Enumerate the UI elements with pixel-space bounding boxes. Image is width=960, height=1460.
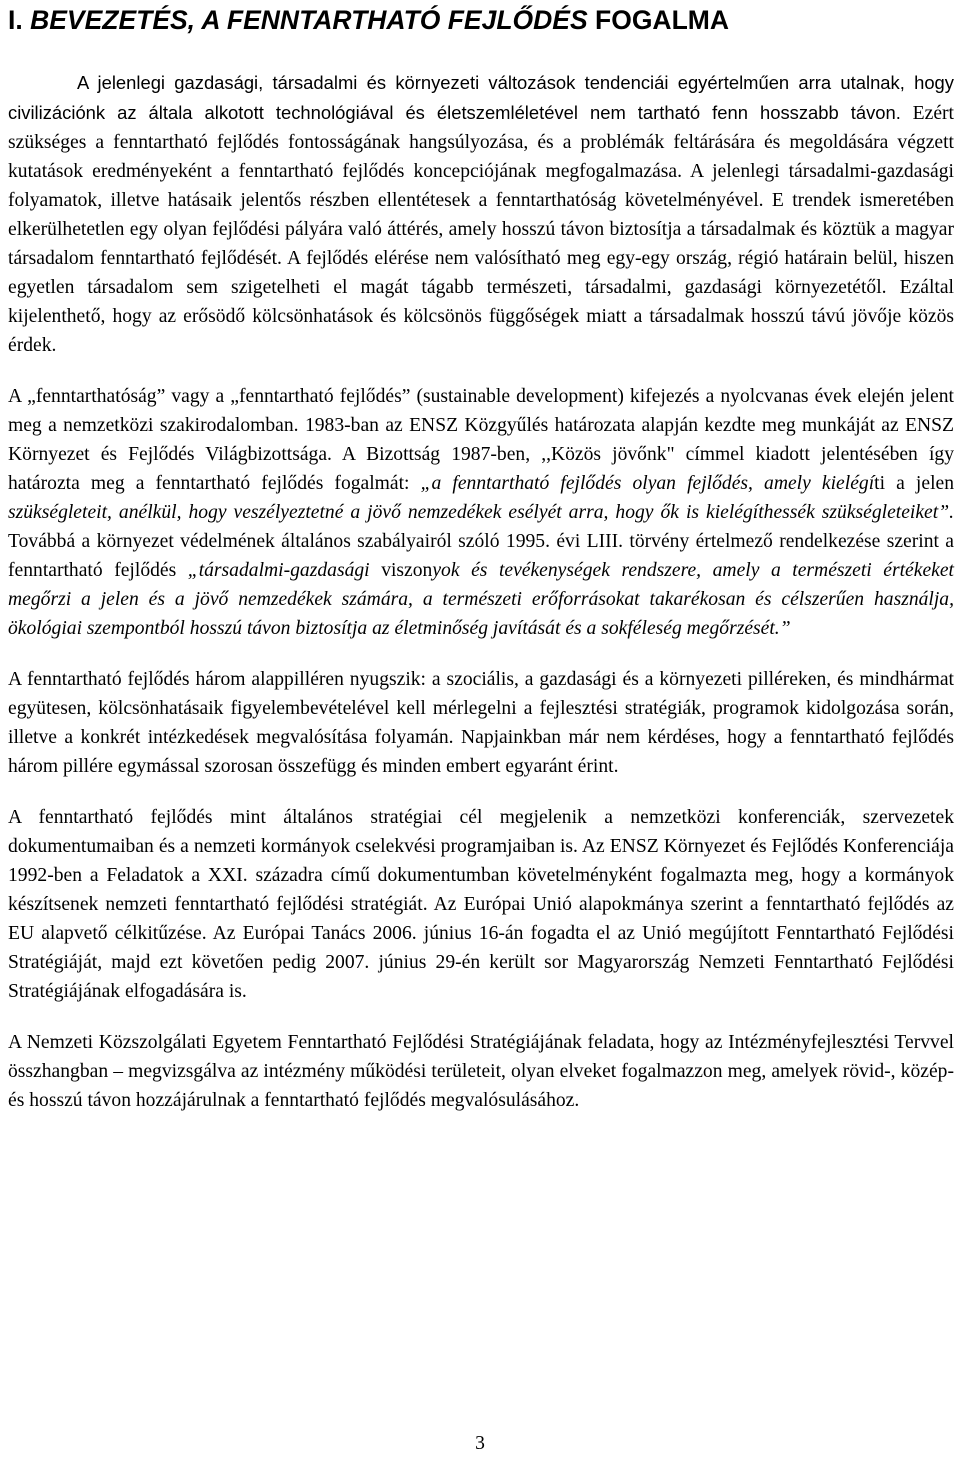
definition-quote-end: szükségleteit, anélkül, hogy veszélyeztetné a jövő nemzedékek esélyét arra, hogy ők is kielégíthessék szükségleteiket”. — [8, 502, 954, 523]
law-reference-text: Továbbá a környezet védelmének általános szabályairól szóló 1995. évi LIII. törvény értelmező rendelkezése szerint a fenntartható fejlődés — [8, 531, 954, 581]
paragraph-intro-sentence-1: A jelenlegi gazdasági, társadalmi és környezeti változások tendenciái egyértelműen arra utalnak, hogy civilizációnk az általa alkotott technológiával és életszemléletével nem tartható fenn hosszabb távon. — [8, 72, 954, 123]
section-heading — [8, 4, 948, 36]
paragraph-intro-rest: Ezért szükséges a fenntartható fejlődés fontosságának hangsúlyozása, és a problémák feltárására és megoldására végzett kutatások eredményeként a fenntartható fejlődés koncepciójának megfogalmazása. A jelenlegi társadalmi-gazdasági folyamatok, illetve hatásaik jelentős részben ellentétesek a fenntarthatóság követelményével. E trendek ismeretében elkerülhetetlen egy olyan fejlődési pályára való áttérés, amely hosszú távon biztosítja a társadalmak és köztük a magyar társadalom fenntartható fejlődését. A fejlődés elérése nem valósítható meg egy-egy ország, régió határain belül, hiszen egyetlen társadalom sem szigetelheti el magát tágabb természeti, társadalmi, gazdasági környezetétől. Ezáltal kijelenthető, hogy az erősödő kölcsönhatások és kölcsönös függőségek miatt a társadalmak hosszú távú jövője közös érdek. — [8, 103, 954, 356]
page-number: 3 — [475, 1433, 485, 1454]
law-quote-start: „társadalmi-gazdasági — [187, 560, 370, 581]
heading-italic-part: BEVEZETÉS, A FENNTARTHATÓ FEJLŐDÉS — [30, 5, 588, 35]
heading-plain-part: FOGALMA — [595, 5, 729, 35]
definition-quote-plain: ti a jelen — [874, 473, 955, 494]
law-quote-plain: viszon — [381, 560, 433, 581]
paragraph-intro — [8, 68, 954, 360]
paragraph-pillars: A fenntartható fejlődés három alappilléren nyugszik: a szociális, a gazdasági és a környezeti pilléreken, és mindhármat együtesen, kölcsönhatásaik figyelembevételével kell mérlegelni a fejlesztési stratégiák, programok kidolgozása során, illetve a konkrét intézkedések megvalósítása folyamán. Napjainkban már nem kérdéses, hogy a fenntartható fejlődés három pillére egymással szorosan összefügg és minden embert egyaránt érint. — [8, 669, 954, 777]
paragraph-strategy: A fenntartható fejlődés mint általános stratégiai cél megjelenik a nemzetközi konferenciák, szervezetek dokumentumaiban és a nemzeti kormányok cselekvési programjaiban is. Az ENSZ Környezet és Fejlődés Konferenciája 1992-ben a Feladatok a XXI. századra című dokumentumban követelményként fogalmazta meg, hogy a kormányok készítsenek nemzeti fenntartható fejlődési stratégiát. Az Európai Unió alapokmánya szerint a fenntartható fejlődés az EU alapvető célkitűzése. Az Európai Tanács 2006. június 16-án fogadta el az Unió megújított Fenntartható Fejlődési Stratégiáját, majd ezt követően pedig 2007. június 29-én került sor Magyarország Nemzeti Fenntartható Fejlődési Stratégiájának elfogadására is. — [8, 807, 954, 1002]
heading-number: I. — [8, 5, 23, 35]
law-quote-end: yok és tevékenységek rendszere, amely a természeti értékeket megőrzi a jelen és a jövő nemzedékek számára, a természeti erőforrásokat takarékosan és célszerűen használja, ökológiai szempontból hosszú távon biztosítja az életminőség javítását és a sokféleség megőrzését.” — [8, 560, 954, 639]
paragraph-university: A Nemzeti Közszolgálati Egyetem Fenntartható Fejlődési Stratégiájának feladata, hogy az Intézményfejlesztési Tervvel összhangban – megvizsgálva az intézmény működési területeit, olyan elveket fogalmazzon meg, amelyek rövid-, közép- és hosszú távon hozzájárulnak a fenntartható fejlődés megvalósulásához. — [8, 1032, 954, 1111]
definition-quote-start: „a fenntartható fejlődés olyan fejlődés, amely kielégí — [420, 473, 875, 494]
definition-intro-text: A „fenntarthatóság” vagy a „fenntartható fejlődés” (sustainable development) kifejezés a nyolcvanas évek elején jelent meg a nemzetközi szakirodalomban. 1983-ban az ENSZ Közgyűlés határozata alapján kezdte meg munkáját az ENSZ Környezet és Fejlődés Világbizottsága. A Bizottság 1987-ben, ,,Közös jövőnk" címmel kiadott jelentésében így határozta meg a fenntartható fejlődés fogalmát: — [8, 386, 954, 494]
paragraph-definition — [8, 382, 954, 643]
document-body — [8, 68, 954, 1115]
